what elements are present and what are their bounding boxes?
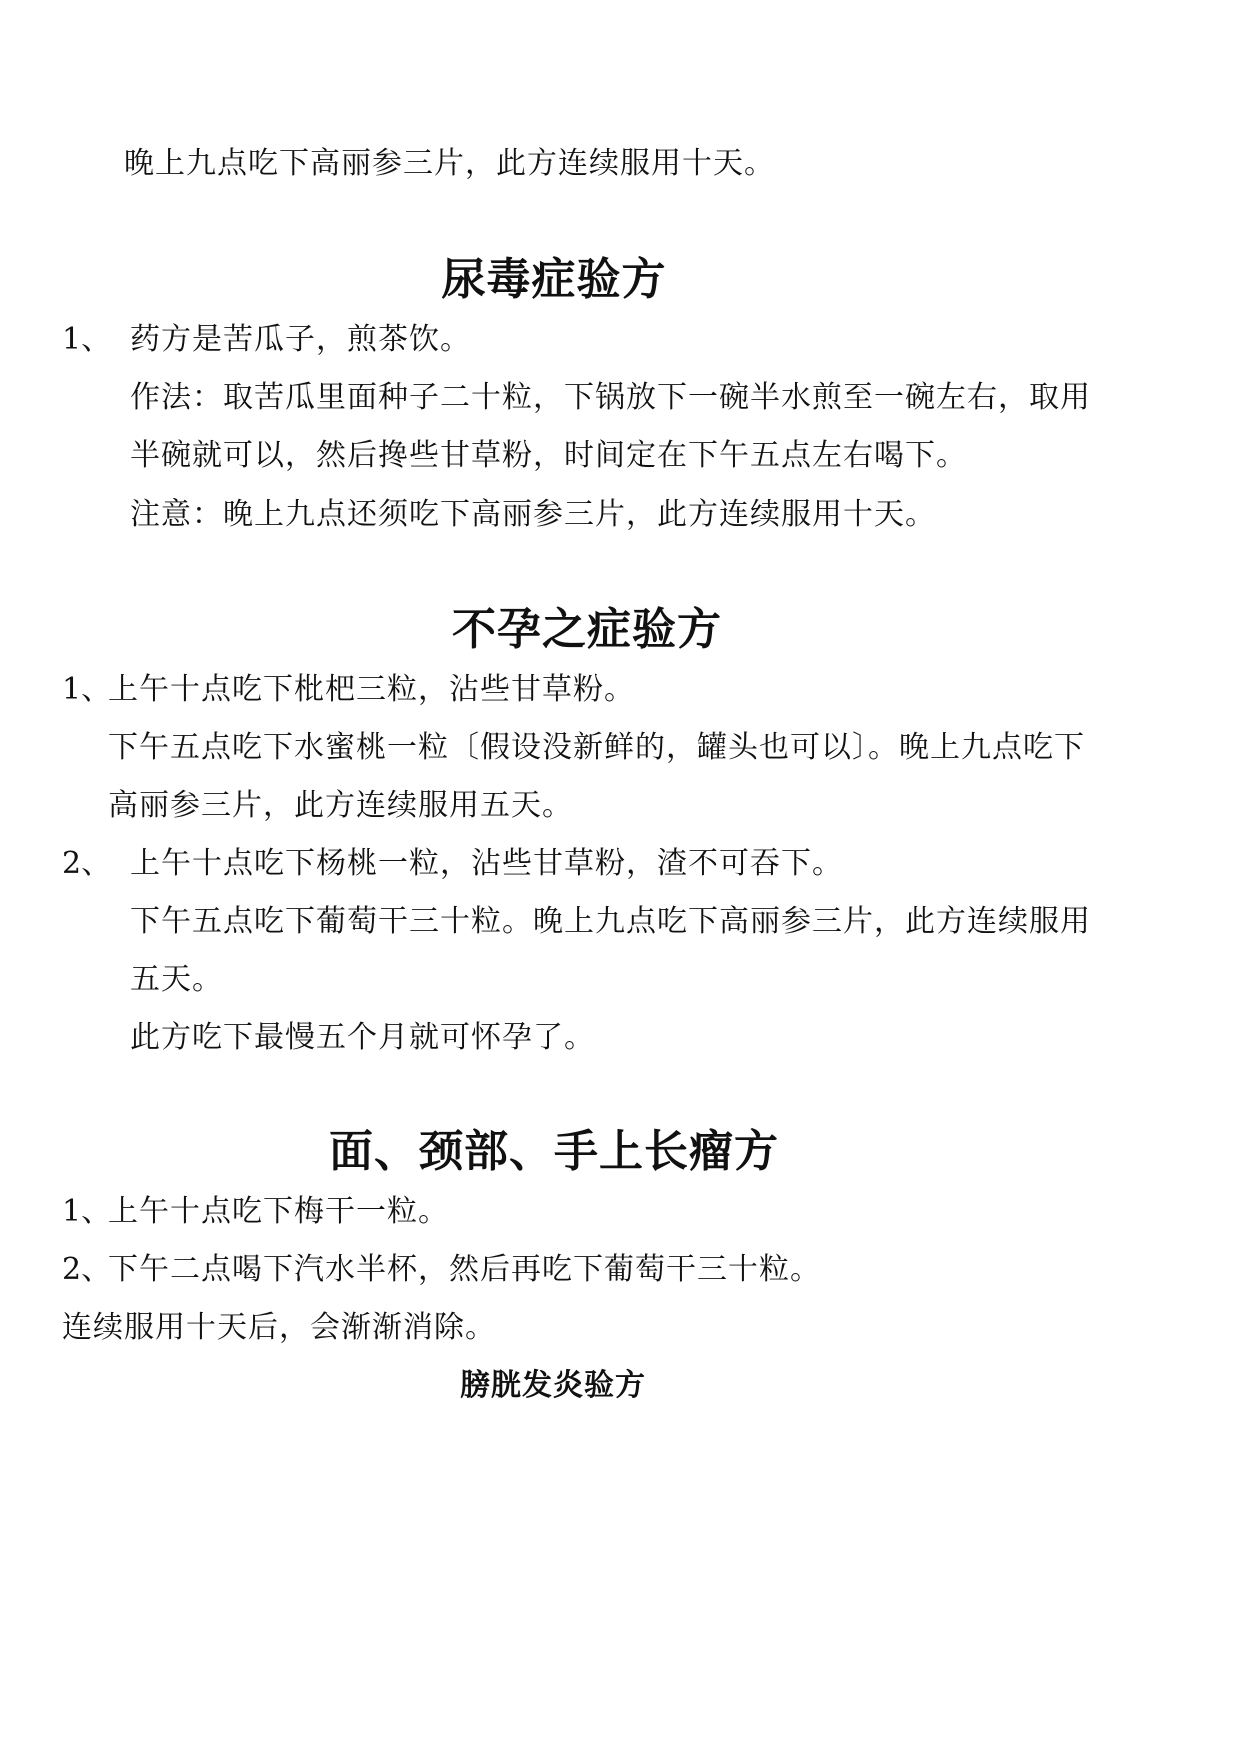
item-text: 下午二点喝下汽水半杯，然后再吃下葡萄干三十粒。 xyxy=(108,1252,821,1287)
item-text: 上午十点吃下梅干一粒。 xyxy=(108,1194,449,1229)
item-number: 1、 xyxy=(62,672,112,707)
item-number: 1、 xyxy=(62,1194,112,1229)
item-detail-line: 作法：取苦瓜里面种子二十粒，下锅放下一碗半水煎至一碗左右，取用 xyxy=(130,380,1091,415)
section-title-cystitis: 膀胱发炎验方 xyxy=(460,1368,646,1403)
item-number: 2、 xyxy=(62,1252,112,1287)
item-detail-line: 五天。 xyxy=(130,962,223,997)
item-detail-line: 此方吃下最慢五个月就可怀孕了。 xyxy=(130,1020,595,1055)
item-text: 上午十点吃下杨桃一粒，沾些甘草粉，渣不可吞下。 xyxy=(130,846,843,881)
item-detail-line: 下午五点吃下葡萄干三十粒。晚上九点吃下高丽参三片，此方连续服用 xyxy=(130,904,1091,939)
item-detail-line: 半碗就可以，然后搀些甘草粉，时间定在下午五点左右喝下。 xyxy=(130,438,967,473)
section-title-uremia: 尿毒症验方 xyxy=(441,254,667,305)
section-title-tumor: 面、颈部、手上长瘤方 xyxy=(329,1126,779,1177)
item-text: 药方是苦瓜子，煎茶饮。 xyxy=(130,322,471,357)
item-number: 2、 xyxy=(62,846,112,881)
item-detail-line: 高丽参三片，此方连续服用五天。 xyxy=(108,788,573,823)
item-text: 上午十点吃下枇杷三粒，沾些甘草粉。 xyxy=(108,672,635,707)
item-detail-line: 下午五点吃下水蜜桃一粒〔假设没新鲜的，罐头也可以〕。晚上九点吃下 xyxy=(108,730,1085,765)
section-footer-text: 连续服用十天后，会渐渐消除。 xyxy=(62,1310,496,1345)
item-detail-line: 注意：晚上九点还须吃下高丽参三片，此方连续服用十天。 xyxy=(130,497,936,532)
intro-line: 晚上九点吃下高丽参三片，此方连续服用十天。 xyxy=(124,146,775,181)
section-title-infertility: 不孕之症验方 xyxy=(452,604,722,655)
item-number: 1、 xyxy=(62,322,112,357)
